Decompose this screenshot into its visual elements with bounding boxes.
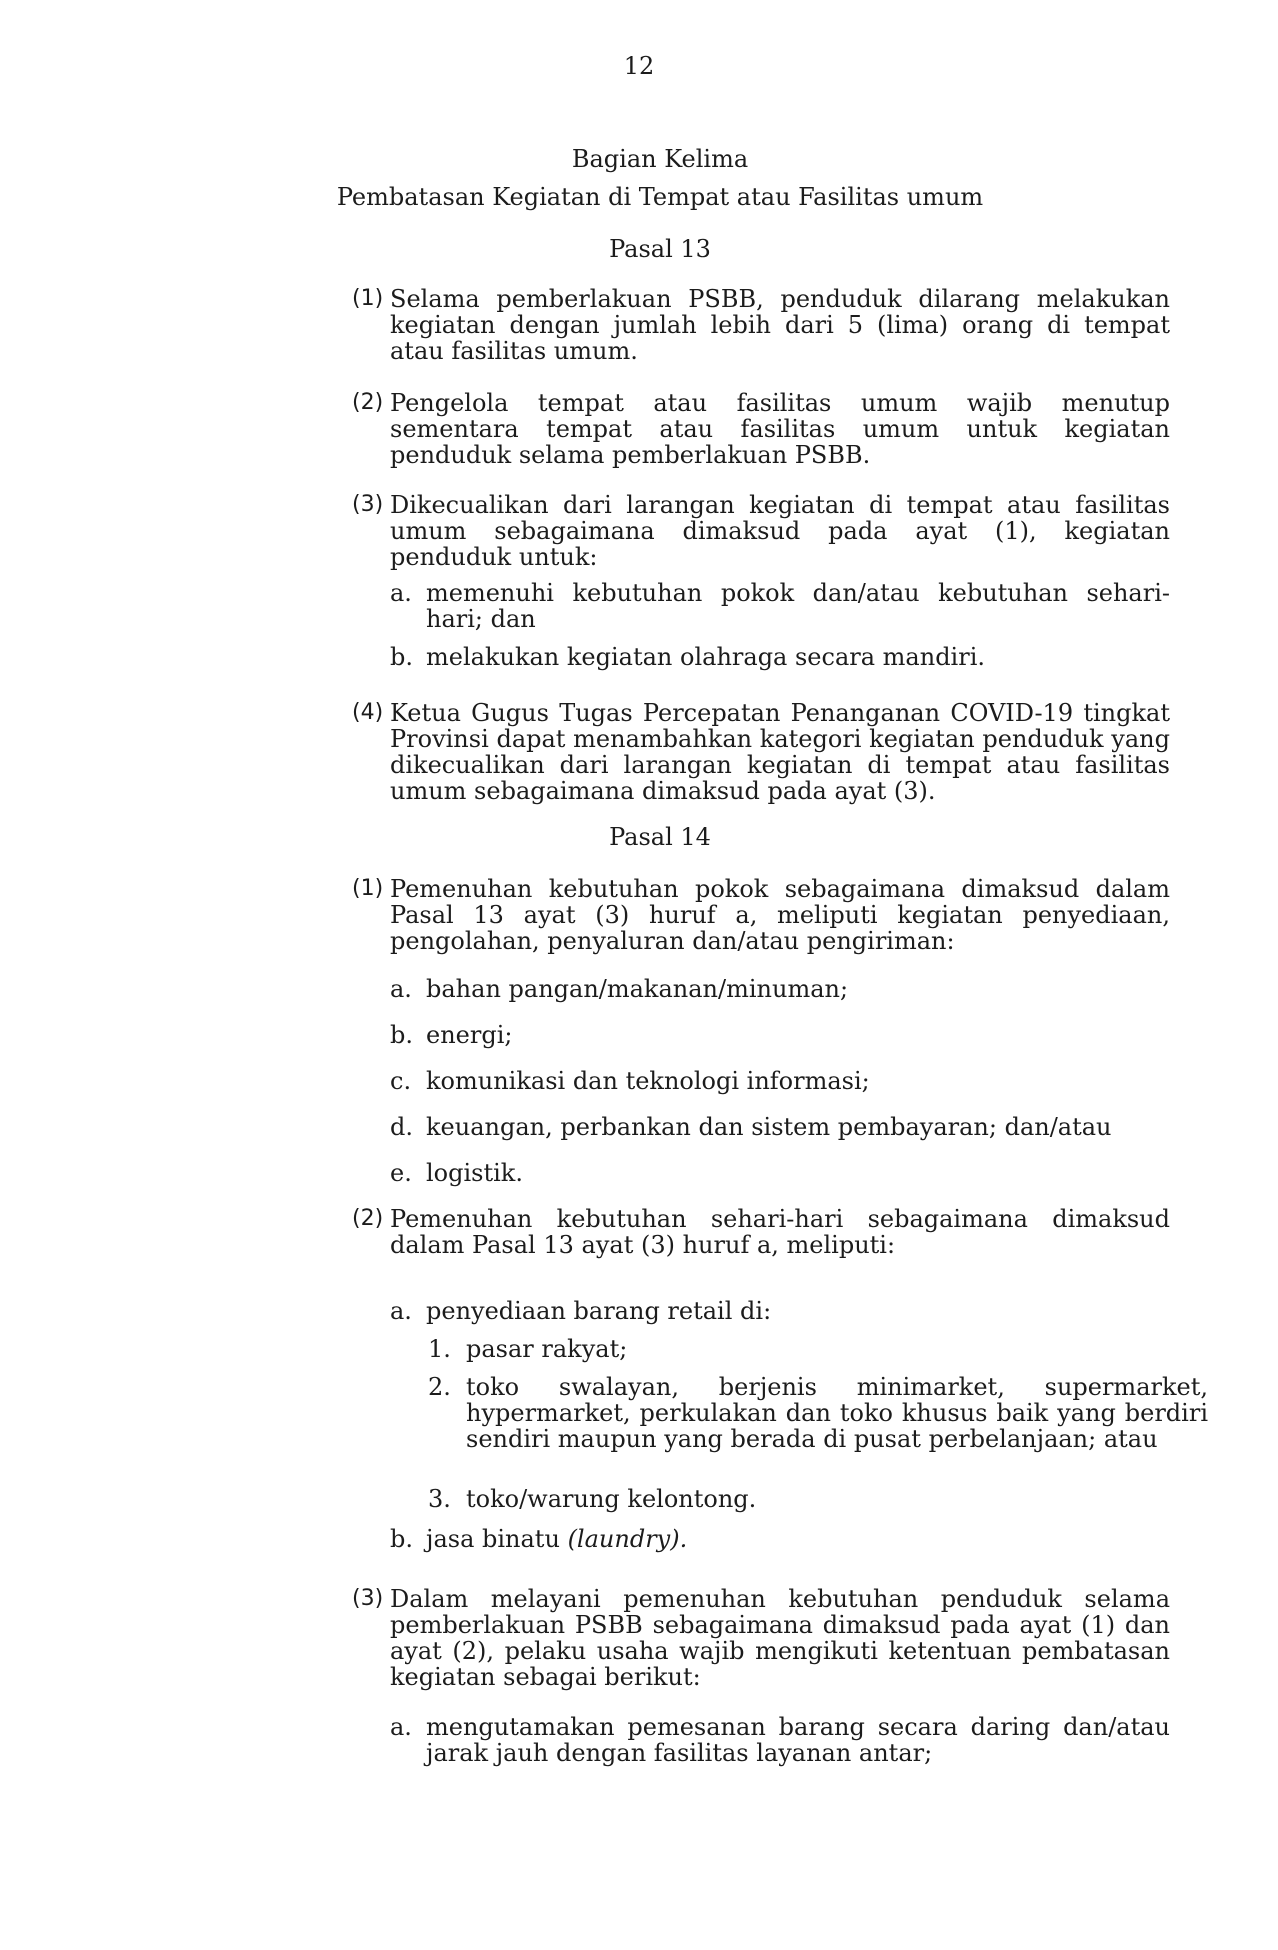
sub-item-text: toko/warung kelontong. xyxy=(466,1485,757,1513)
article-14-clause-3-item-a xyxy=(390,1714,1170,1766)
article-13-clause-1 xyxy=(352,286,1170,364)
clause-text: Pemenuhan kebutuhan pokok sebagaimana dimaksud dalam Pasal 13 ayat (3) huruf a, meliputi kegiatan penyediaan, pengolahan, penyaluran dan/atau pengiriman: xyxy=(390,875,1170,955)
item-text: keuangan, perbankan dan sistem pembayaran; dan/atau xyxy=(426,1113,1112,1141)
item-label: a. xyxy=(390,579,412,607)
sub-item-text: toko swalayan, berjenis minimarket, supermarket, hypermarket, perkulakan dan toko khusus baik yang berdiri sendiri maupun yang berada di pusat perbelanjaan; atau xyxy=(466,1373,1208,1453)
clause-text: Selama pemberlakuan PSBB, penduduk dilarang melakukan kegiatan dengan jumlah lebih dari 5 (lima) orang di tempat atau fasilitas umum. xyxy=(390,285,1170,365)
item-text: mengutamakan pemesanan barang secara daring dan/atau jarak jauh dengan fasilitas layanan antar; xyxy=(426,1713,1170,1767)
item-text: logistik. xyxy=(426,1159,523,1187)
sub-item-label: 1. xyxy=(428,1335,451,1363)
article-14-clause-1-item-d xyxy=(390,1114,1112,1140)
section-title: Pembatasan Kegiatan di Tempat atau Fasilitas umum xyxy=(336,183,984,211)
item-text: komunikasi dan teknologi informasi; xyxy=(426,1067,870,1095)
item-text: bahan pangan/makanan/minuman; xyxy=(426,975,849,1003)
clause-number: (2) xyxy=(352,1206,384,1231)
item-label: d. xyxy=(390,1113,413,1141)
article-13-title: Pasal 13 xyxy=(609,235,711,263)
clause-number: (2) xyxy=(352,390,384,415)
item-label: c. xyxy=(390,1067,412,1095)
article-14-clause-2-item-b xyxy=(390,1526,687,1552)
article-14-clause-1-item-a xyxy=(390,976,848,1002)
item-text: melakukan kegiatan olahraga secara mandiri. xyxy=(426,643,986,671)
article-13-clause-3-item-a xyxy=(390,580,1170,632)
item-text-main: jasa binatu xyxy=(426,1525,560,1553)
sub-item-text: pasar rakyat; xyxy=(466,1335,628,1363)
article-13-clause-3 xyxy=(352,492,1170,570)
item-label: b. xyxy=(390,643,413,671)
section-heading: Bagian Kelima xyxy=(571,145,749,173)
clause-text: Ketua Gugus Tugas Percepatan Penanganan COVID-19 tingkat Provinsi dapat menambahkan kategori kegiatan penduduk yang dikecualikan dari larangan kegiatan di tempat atau fasilitas umum sebagaimana dimaksud pada ayat (3). xyxy=(390,699,1170,805)
page-number: 12 xyxy=(623,52,655,80)
item-label: a. xyxy=(390,975,412,1003)
article-14-clause-1-item-b xyxy=(390,1022,512,1048)
clause-text: Pemenuhan kebutuhan sehari-hari sebagaimana dimaksud dalam Pasal 13 ayat (3) huruf a, meliputi: xyxy=(390,1205,1170,1259)
article-14-title: Pasal 14 xyxy=(609,823,711,851)
article-13-clause-3-item-b xyxy=(390,644,1170,670)
article-13-clause-2 xyxy=(352,390,1170,468)
article-13-clause-4 xyxy=(352,700,1170,804)
clause-number: (3) xyxy=(352,492,384,517)
item-label: a. xyxy=(390,1713,412,1741)
item-text: memenuhi kebutuhan pokok dan/atau kebutuhan sehari-hari; dan xyxy=(426,579,1170,633)
clause-text: Pengelola tempat atau fasilitas umum wajib menutup sementara tempat atau fasilitas umum untuk kegiatan penduduk selama pemberlakuan PSBB. xyxy=(390,389,1170,469)
clause-number: (3) xyxy=(352,1586,384,1611)
article-14-clause-1 xyxy=(352,876,1170,954)
item-label: a. xyxy=(390,1297,412,1325)
clause-number: (4) xyxy=(352,700,384,725)
article-14-clause-1-item-c xyxy=(390,1068,870,1094)
article-14-clause-2-sub-1 xyxy=(428,1336,627,1362)
clause-text: Dikecualikan dari larangan kegiatan di tempat atau fasilitas umum sebagaimana dimaksud pada ayat (1), kegiatan penduduk untuk: xyxy=(390,491,1170,571)
item-text: penyediaan barang retail di: xyxy=(426,1297,772,1325)
item-label: e. xyxy=(390,1159,412,1187)
item-label: b. xyxy=(390,1525,413,1553)
clause-text: Dalam melayani pemenuhan kebutuhan penduduk selama pemberlakuan PSBB sebagaimana dimaksud pada ayat (1) dan ayat (2), pelaku usaha wajib mengikuti ketentuan pembatasan kegiatan sebagai berikut: xyxy=(390,1585,1170,1691)
item-text-italic: (laundry). xyxy=(567,1525,688,1553)
article-14-clause-2-sub-3 xyxy=(428,1486,756,1512)
article-14-clause-2-sub-2 xyxy=(428,1374,1208,1452)
sub-item-label: 3. xyxy=(428,1485,451,1513)
sub-item-label: 2. xyxy=(428,1373,451,1401)
article-14-clause-2 xyxy=(352,1206,1170,1258)
clause-number: (1) xyxy=(352,286,384,311)
article-14-clause-3 xyxy=(352,1586,1170,1690)
article-14-clause-1-item-e xyxy=(390,1160,523,1186)
article-14-clause-2-item-a xyxy=(390,1298,771,1324)
item-text: energi; xyxy=(426,1021,513,1049)
item-text xyxy=(426,1526,687,1552)
clause-number: (1) xyxy=(352,876,384,901)
item-label: b. xyxy=(390,1021,413,1049)
